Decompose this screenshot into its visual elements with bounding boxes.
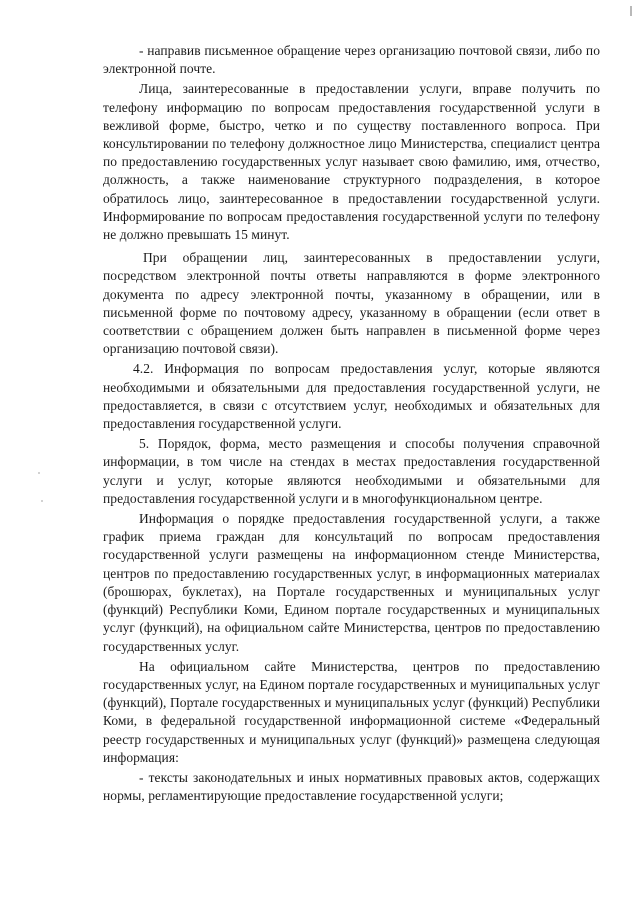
scan-edge-mark [630, 6, 632, 16]
paragraph-info-placement: Информация о порядке предоставления государственной услуги, а также график приема граждан для консультаций по вопросам предоставления государственной услуги размещены на информационном стенде Министерства, центров по предоставлению государственных услуг, в информационных материалах (брошюрах, буклетах), на Портале государственных и муниципальных услуг (функций) Республики Коми, Едином портале государственных и муниципальных услуг (функций), на официальном сайте Министерства, центров по предоставлению государственных услуг. [103, 511, 600, 654]
scan-speck [41, 500, 43, 502]
paragraph-official-site: На официальном сайте Министерства, центров по предоставлению государственных услуг, на Едином портале государственных и муниципальных услуг (функций), Портале государственных и муниципальных услуг (функций) Республики Коми, в федеральной государственной информационной системе «Федеральный реестр государственных и муниципальных услуг (функций)» размещена следующая информация: [103, 658, 600, 765]
paragraph-section-5: 5. Порядок, форма, место размещения и способы получения справочной информации, в том числе на стендах в местах предоставления государственной услуги и услуг, которые являются необходимыми и обязательными для предоставления государственной услуги и в многофункциональном центре. [103, 436, 600, 506]
paragraph-postal-request: - направив письменное обращение через организацию почтовой связи, либо по электронной почте. [103, 43, 600, 77]
paragraph-phone-info: Лица, заинтересованные в предоставлении услуги, вправе получить по телефону информацию по вопросам предоставления государственной услуги в вежливой форме, быстро, четко и по существу поставленного вопроса. При консультировании по телефону должностное лицо Министерства, специалист центра по предоставлению государственных услуг называет свою фамилию, имя, отчество, должность, а также наименование структурного подразделения, в которое обратилось лицо, заинтересованное в предоставлении государственной услуги. Информирование по вопросам предоставления государственной услуги по телефону не должно превышать 15 минут. [103, 81, 600, 243]
document-page [103, 42, 600, 805]
paragraph-legal-texts: - тексты законодательных и иных нормативных правовых актов, содержащих нормы, регламентирующие предоставление государственной услуги; [103, 769, 600, 804]
paragraph-email-answers: При обращении лиц, заинтересованных в предоставлении услуги, посредством электронной почты ответы направляются в форме электронного документа по адресу электронной почты, указанному в обращении, или в письменной форме по почтовому адресу, указанному в обращении (если ответ в соответствии с обращением должен быть направлен в письменной форме через организацию почтовой связи). [103, 250, 600, 357]
paragraph-section-4-2: 4.2. Информация по вопросам предоставления услуг, которые являются необходимыми и обязательными для предоставления государственной услуги, не предоставляется, в связи с отсутствием услуг, необходимых и обязательных для предоставления государственной услуги. [103, 361, 600, 432]
scan-speck [38, 472, 40, 474]
